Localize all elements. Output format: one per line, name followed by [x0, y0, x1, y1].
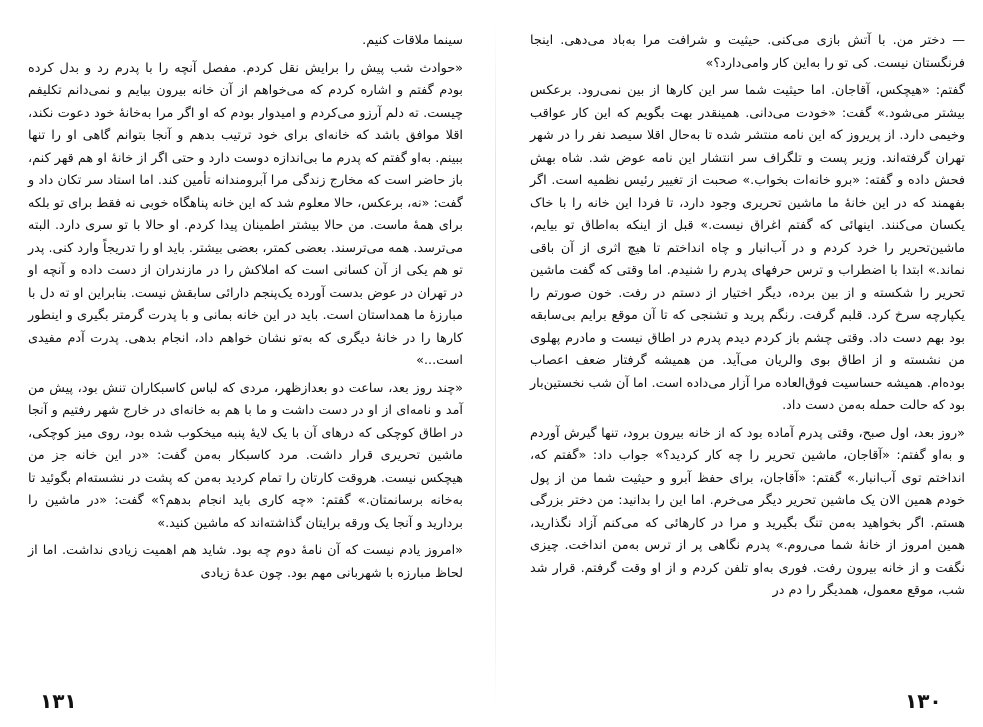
left-paragraph: «حوادث شب پیش را برایش نقل کردم. مفصل آنچه را با پدرم رد و بدل کرده بودم گفتم و اشاره کردم که می‌خواهم از آن خانه بیرون بیایم و نمی‌دانم تکلیفم چیست. ته دلم آرزو می‌کردم و امیدوار بودم که او اگر مرا به‌خانهٔ خود دعوت نکند، اقلا موافق باشد که خانه‌ای برای خود ترتیب بدهم و آنجا بتوانم گاهی او را تنها ببینم. به‌او گفتم که پدرم ما بی‌اندازه دوست دارد و حتی اگر از خانهٔ او هم قهر کنم، باز حاضر است که مخارج زندگی مرا آبرومندانه تأمین کند. اما استاد سر تکان داد و گفت: «نه، برعکس، حالا معلوم شد که این خانه پناهگاه خوبی نه فقط برای تو بلکه برای همهٔ ماست. من حالا بیشتر اطمینان پیدا کردم. او حالا با تو سری دارد. البته می‌ترسد. همه می‌ترسند. بعضی کمتر، بعضی بیشتر. باید او را تدریجاً وارد کنی. پدر تو هم یکی از آن کسانی است که املاکش را در مازندران از دست داده و آنچه او در تهران در عوض بدست آورده یک‌پنجم دارائی سابقش نیست. بنابراین او ته دل با مبارزهٔ ما همداستان است. باید در این خانه بمانی و با پدرت گرمتر بگیری و اینطور کارها را در خانهٔ دیگری که به‌تو نشان خواهم داد، انجام بدهی. پدرت آدم مفیدی است...»	[28, 60, 463, 368]
left-paragraph: سینما ملاقات کنیم.	[362, 33, 463, 48]
right-paragraph: — دختر من. با آتش بازی می‌کنی. حیثیت و شرافت مرا به‌باد می‌دهی. اینجا فرنگستان نیست. کی تو را به‌این کار وامی‌دارد؟»	[530, 33, 965, 71]
right-page-text	[530, 30, 965, 603]
page-number-right: ۱۳۰	[905, 689, 942, 713]
right-paragraph: «روز بعد، اول صبح، وقتی پدرم آماده بود که از خانه بیرون برود، تنها گیرش آوردم و به‌او گفتم: «آقاجان، ماشین تحریر را چه کار کردید؟» جواب داد: «گفتم که، انداختم توی آب‌انبار.» گفتم: «آقاجان، برای حفظ آبرو و حیثیت شما من از پول خودم همین الان یک ماشین تحریر دیگر می‌خرم. اما این را بدانید: من دختر بزرگی هستم. اگر بخواهید به‌من تنگ بگیرید و مرا در کارهائی که می‌کنم آزاد نگذارید، همین امروز از خانهٔ شما می‌روم.» پدرم نگاهی پر از ترس به‌من انداخت. چیزی نگفت و از خانه بیرون رفت. فوری به‌او تلفن کردم و از او وقت گرفتم. قرار شد شب، موقع معمول، همدیگر را دم در	[530, 425, 965, 598]
left-page-text	[28, 30, 463, 585]
right-page	[530, 30, 965, 720]
right-paragraph: گفتم: «هیچکس، آقاجان. اما حیثیت شما سر این کارها از بین نمی‌رود. برعکس بیشتر می‌شود.» گفت: «خودت می‌دانی. همینقدر بهت بگویم که این کار عواقب وخیمی دارد. از پریروز که این نامه منتشر شده تا به‌حال اقلا سیصد نفر را در شهر تهران گرفته‌اند. وزیر پست و تلگراف سر انتشار این نامه عوض شد. شاه بهش فحش داده و گفته: «برو خانه‌ات بخواب.» صحبت از تغییر رئیس نظمیه است. اگر بفهمند که در این خانهٔ ما ماشین تحریری وجود دارد، تا فردا این خانه را با خاک یکسان می‌کنند. اینهائی که گفتم اغراق نیست.» قبل از اینکه به‌اطاق تو بیایم، ماشین‌تحریر را خرد کردم و در آب‌انبار و چاه انداختم تا هیچ اثری از آن باقی نماند.» ابتدا با اضطراب و ترس حرفهای پدرم را شنیدم. اما وقتی که گفت ماشین تحریر را شکسته و از بین برده، دیگر اختیار از دستم در رفت. خون صورتم را یکپارچه سرخ کرد. قلبم گرفت. رنگم پرید و تشنجی که تا آن موقع برایم بی‌سابقه بود بهم دست داد. وقتی چشم باز کردم دیدم پدرم در اطاق نیست و مادرم پهلوی من نشسته و از اطاق بوی والریان می‌آید. من همیشه گرفتار ضعف اعصاب بوده‌ام. همیشه حساسیت فوق‌العاده مرا آزار می‌داده است. اما آن شب نخستین‌بار بود که حالت حمله به‌من دست داد.	[530, 83, 965, 413]
left-paragraph: «چند روز بعد، ساعت دو بعدازظهر، مردی که لباس کاسبکاران تنش بود، پیش من آمد و نامه‌ای از او در دست داشت و ما با هم به خانه‌ای در خارج شهر رفتیم و آنجا در اطاق کوچکی که درهای آن با یک لایهٔ پنبه میخکوب شده بود، روی میز کوچکی، ماشین تحریری قرار داشت. مرد کاسبکار به‌من گفت: «در این خانه جز من هیچکس نیست. هروقت کارتان را تمام کردید به‌من که پشت در نشسته‌ام بگوئید تا به‌خانه برسانمتان.» گفتم: «چه کاری باید انجام بدهم؟» گفت: «در ماشین را بردارید و آنجا یک ورقه برایتان گذاشته‌اند که ماشین کنید.»	[28, 380, 463, 531]
left-page	[28, 30, 463, 720]
page-gutter	[495, 20, 496, 710]
page-number-left: ۱۳۱	[40, 689, 77, 713]
left-paragraph: «امروز یادم نیست که آن نامهٔ دوم چه بود. شاید هم اهمیت زیادی نداشت. اما از لحاظ مبارزه با شهربانی مهم بود. چون عدهٔ زیادی	[28, 543, 463, 581]
